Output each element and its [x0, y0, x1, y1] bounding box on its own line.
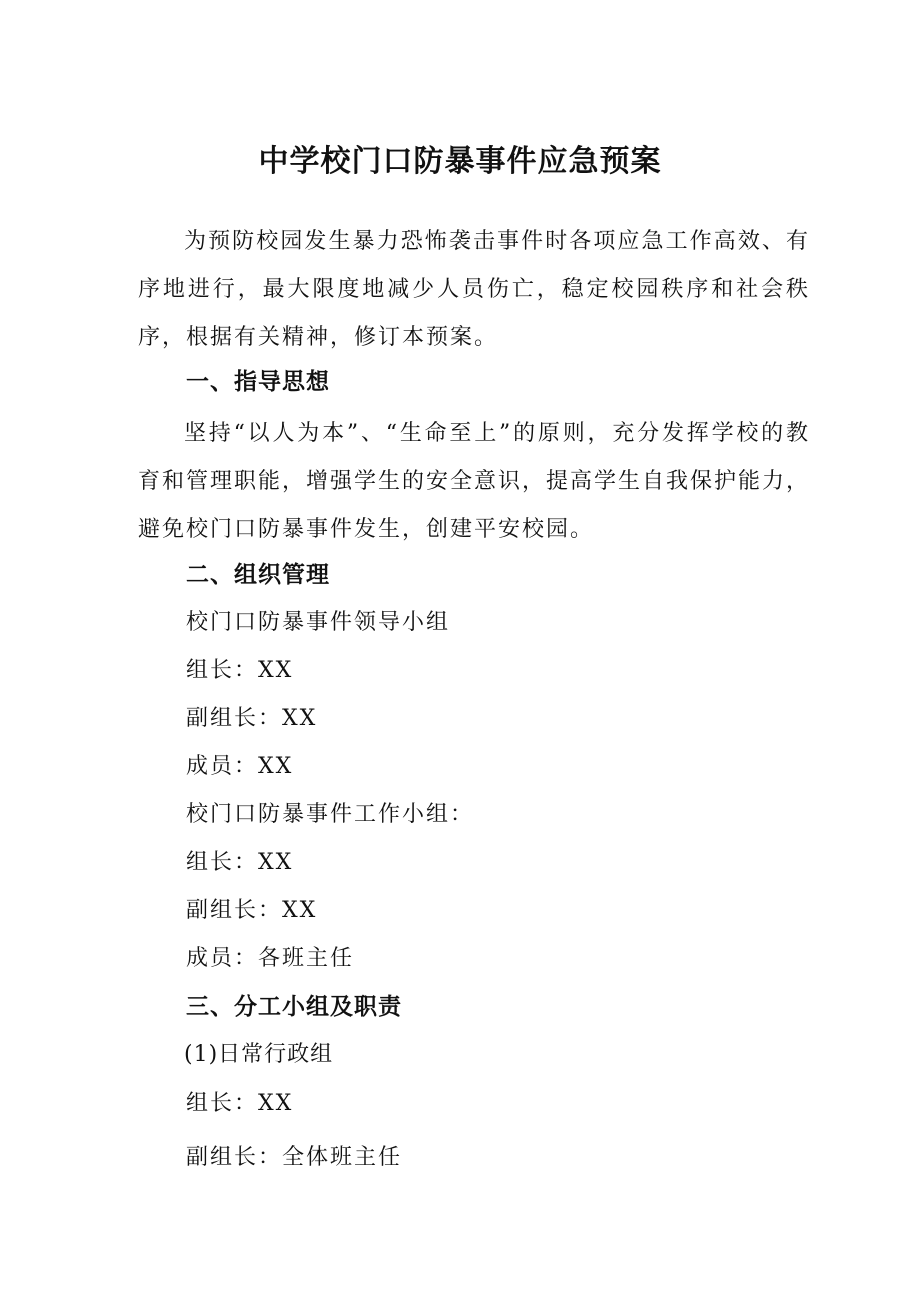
document-title: 中学校门口防暴事件应急预案 [258, 144, 662, 179]
work-group-title: 校门口防暴事件工作小组： [186, 802, 475, 827]
leadership-group-title: 校门口防暴事件领导小组 [186, 610, 451, 635]
daily-admin-group-deputy: 副组长：全体班主任 [186, 1145, 403, 1170]
daily-admin-group-leader: 组长：XX [186, 1091, 294, 1116]
work-group-leader: 组长：XX [186, 850, 294, 875]
section-heading-organization: 二、组织管理 [186, 562, 330, 588]
section-heading-guiding-ideology: 一、指导思想 [186, 369, 330, 395]
leadership-group-leader: 组长：XX [186, 658, 294, 683]
leadership-group-deputy: 副组长：XX [186, 706, 318, 731]
leadership-group-members: 成员：XX [186, 754, 294, 779]
guiding-ideology-paragraph: 坚持“以人为本”、“生命至上”的原则，充分发挥学校的教育和管理职能，增强学生的安全意识，提高学生自我保护能力，避免校门口防暴事件发生，创建平安校园。 [138, 421, 811, 542]
daily-admin-group-title: (1)日常行政组 [184, 1042, 334, 1067]
intro-paragraph: 为预防校园发生暴力恐怖袭击事件时各项应急工作高效、有序地进行，最大限度地减少人员伤亡，稳定校园秩序和社会秩序，根据有关精神，修订本预案。 [138, 229, 810, 350]
work-group-members: 成员：各班主任 [186, 946, 355, 971]
work-group-deputy: 副组长：XX [186, 898, 318, 923]
section-heading-division-of-duties: 三、分工小组及职责 [186, 994, 402, 1020]
